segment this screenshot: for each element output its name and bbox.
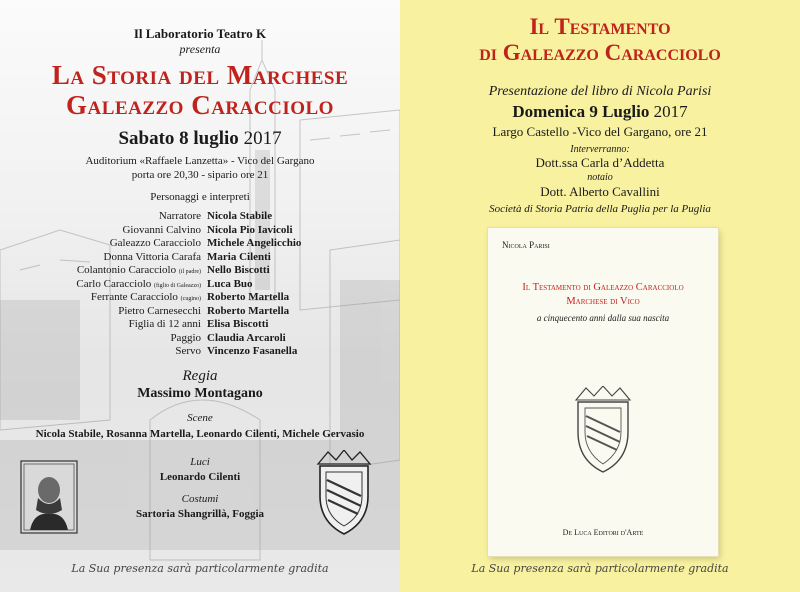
cast-role-name: Paggio [170,331,201,344]
cast-role-name: Colantonio Caracciolo [76,264,177,276]
portrait-engraving-image [20,460,78,534]
cast-role [159,210,201,224]
presentation-line: Presentazione del libro di Nicola Parisi [488,84,712,99]
cast-role [170,332,201,346]
show-doors-time: porta ore 20,30 - sipario ore 21 [131,169,269,181]
cast-actor: Roberto Martella [207,304,290,317]
book-event-title-line1: Il Testamento [529,14,671,39]
cast-actor: Michele Angelicchio [207,237,302,249]
cast-role-name: Narratore [158,210,201,222]
speaker-2: Dott. Alberto Cavallini [540,184,660,199]
cast-actor: Elisa Biscotti [207,318,269,330]
luci-name: Leonardo Cilenti [159,471,241,483]
cast-row [0,224,400,238]
cast-role-note: (figlio di Galeazzo) [154,282,201,289]
cast-role-note: (il padre) [178,269,201,275]
cast-role [129,318,201,332]
cast-actor: Nello Biscotti [207,264,270,276]
presenter-name: Il Laboratorio Teatro K [133,26,267,41]
book-event-date-day: Domenica 9 Luglio [512,102,650,121]
coat-of-arms-icon [312,450,376,536]
book-event-venue: Largo Castello -Vico del Gargano, ore 21 [492,124,708,139]
book-presentation-panel [400,0,800,592]
cast-actor: Nicola Stabile [207,210,273,222]
cast-row [0,318,400,332]
luci-label: Luci [190,456,210,468]
show-date-year: 2017 [243,128,282,149]
cast-row [0,210,400,224]
cast-actor: Claudia Arcaroli [207,331,286,344]
right-footer-note: La Sua presenza sarà particolarmente gradita [471,562,729,575]
cast-role-name: Donna Vittoria Carafa [103,250,201,263]
book-subtitle: a cinquecento anni dalla sua nascita [536,313,670,323]
show-venue: Auditorium «Raffaele Lanzetta» - Vico del Gargano [85,155,315,167]
cast-row [0,264,400,278]
cast-row [0,345,400,359]
book-event-date-year: 2017 [653,102,688,121]
costumi-label: Costumi [181,493,219,505]
speaker-1: Dott.ssa Carla d’Addetta [535,155,665,170]
cast-row [0,332,400,346]
regia-name: Massimo Montagano [137,386,263,401]
society-line: Società di Storia Patria della Puglia per la Puglia [489,203,711,215]
show-date [0,128,400,150]
cast-role-name: Ferrante Caracciolo [90,291,178,303]
scene-label: Scene [187,412,213,424]
cast-actor: Vincenzo Fasanella [207,345,298,357]
cast-role-name: Galeazzo Caracciolo [109,237,201,249]
cast-actor: Maria Cilenti [207,250,271,263]
book-publisher: De Luca Editori d'Arte [562,528,644,537]
cast-row [0,291,400,305]
cast-actor: Nicola Pio Iavicoli [207,223,293,236]
cast-list [0,210,400,359]
regia-label: Regia [182,368,218,384]
show-title-line1: La Storia del Marchese [51,60,349,90]
cast-role [110,237,201,251]
cast-actor: Roberto Martella [207,291,290,303]
cast-role [104,251,202,265]
cast-actor: Luca Buo [207,277,253,290]
cast-role-note: (cugino) [180,296,201,302]
cast-row [0,278,400,292]
show-title-line2: Galeazzo Caracciolo [66,90,334,120]
cast-role [175,345,201,359]
cast-role-name: Pietro Carnesecchi [118,304,201,317]
cast-role-name: Servo [175,345,201,357]
book-cover-image [488,228,718,556]
cast-role [118,305,201,319]
presenta-label: presenta [179,42,221,56]
left-footer-note: La Sua presenza sarà particolarmente gradita [71,562,329,575]
cast-row [0,251,400,265]
book-author: Nicola Parisi [502,240,550,250]
book-event-title-line2: di Galeazzo Caracciolo [479,40,721,65]
cast-role [122,224,201,238]
cast-row [0,305,400,319]
notaio-label: notaio [587,172,613,183]
book-coat-of-arms-icon [570,386,636,474]
show-date-day: Sabato 8 luglio [118,128,239,149]
cast-role-name: Carlo Caracciolo [76,277,152,290]
book-title-line1: Il Testamento di Galeazzo Caracciolo [522,282,684,293]
speakers-label: Interverranno: [570,144,630,155]
book-event-date [400,102,800,122]
book-title-line2: Marchese di Vico [566,296,640,307]
cast-role-name: Figlia di 12 anni [128,318,201,330]
cast-row [0,237,400,251]
scene-names: Nicola Stabile, Rosanna Martella, Leonardo Cilenti, Michele Gervasio [35,428,365,440]
costumi-name: Sartoria Shangrillà, Foggia [135,508,265,520]
cast-role-name: Giovanni Calvino [122,223,201,236]
cast-heading: Personaggi e interpreti [150,191,250,203]
